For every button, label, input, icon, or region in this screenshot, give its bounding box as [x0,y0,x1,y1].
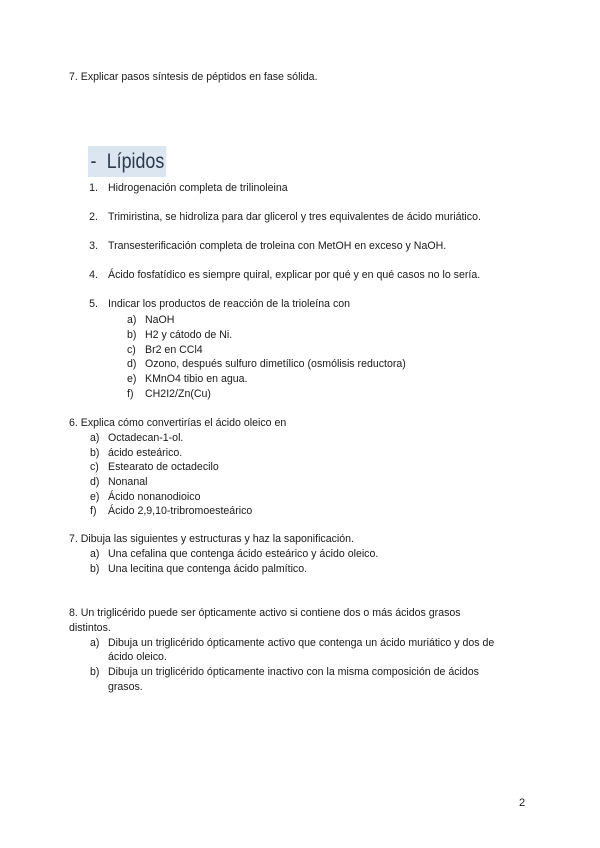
heading-dash: - [90,150,97,173]
item5-sub-e-text: KMnO4 tibio en agua. [145,373,248,385]
q6-item-d-letter: d) [90,476,100,488]
q8-item-a-letter: a) [90,637,100,649]
q6-item-f-text: Ácido 2,9,10-tribromoesteárico [108,505,253,517]
item5-sub-c-text: Br2 en CCl4 [145,344,203,356]
item5-sub-b-text: H2 y cátodo de Ni. [145,329,233,341]
lipids-item-2-number: 2. [89,211,98,223]
q6-item-d-text: Nonanal [108,476,148,488]
item5-sub-f-letter: f) [127,388,134,400]
question-8-title-line1: 8. Un triglicérido puede ser ópticamente activo si contiene dos o más ácidos grasos [69,607,461,619]
item5-sub-b-letter: b) [127,329,137,341]
question-7-solid-phase: 7. Explicar pasos síntesis de péptidos en fase sólida. [69,71,318,83]
lipids-item-3-number: 3. [89,240,98,252]
lipids-item-1-number: 1. [89,182,98,194]
question-7-draw-title: 7. Dibuja las siguientes y estructuras y haz la saponificación. [69,533,355,545]
question-6-title: 6. Explica cómo convertirías el ácido oleico en [69,417,287,429]
section-heading-lipids [88,146,166,177]
q6-item-b-letter: b) [90,447,100,459]
q6-item-a-letter: a) [90,432,100,444]
q7-item-b-text: Una lecitina que contenga ácido palmítico. [108,563,308,575]
lipids-item-1-text: Hidrogenación completa de trilinoleina [108,182,288,194]
q8-item-b-line1: Dibuja un triglicérido ópticamente inactivo con la misma composición de ácidos [108,666,479,678]
q6-item-f-letter: f) [90,505,97,517]
q6-item-b-text: ácido esteárico. [108,447,183,459]
q8-item-b-letter: b) [90,666,100,678]
lipids-item-4-number: 4. [89,269,98,281]
page-number: 2 [519,797,526,809]
q7-item-a-letter: a) [90,548,100,560]
q6-item-a-text: Octadecan-1-ol. [108,432,184,444]
q8-item-a-line2: ácido oleico. [108,651,167,663]
q6-item-e-text: Ácido nonanodioico [108,491,201,503]
lipids-item-4-text: Ácido fosfatídico es siempre quiral, explicar por qué y en qué casos no lo sería. [108,269,481,281]
lipids-item-2-text: Trimiristina, se hidroliza para dar glicerol y tres equivalentes de ácido muriático. [108,211,481,223]
item5-sub-a-letter: a) [127,314,137,326]
q6-item-e-letter: e) [90,491,100,503]
q6-item-c-text: Estearato de octadecilo [108,461,219,473]
q8-item-a-line1: Dibuja un triglicérido ópticamente activo que contenga un ácido muriático y dos de [108,637,495,649]
question-8-title-line2: distintos. [69,622,111,634]
lipids-item-3-text: Transesterificación completa de troleina con MetOH en exceso y NaOH. [108,240,447,252]
q8-item-b-line2: grasos. [108,681,143,693]
item5-sub-e-letter: e) [127,373,137,385]
item5-sub-a-text: NaOH [145,314,175,326]
q6-item-c-letter: c) [90,461,99,473]
lipids-item-5-number: 5. [89,298,98,310]
item5-sub-f-text: CH2I2/Zn(Cu) [145,388,211,400]
item5-sub-d-text: Ozono, después sulfuro dimetílico (osmólisis reductora) [145,358,406,370]
heading-text: Lípidos [106,150,165,173]
q7-item-a-text: Una cefalina que contenga ácido esteárico y ácido oleico. [108,548,379,560]
item5-sub-d-letter: d) [127,358,137,370]
item5-sub-c-letter: c) [127,344,136,356]
q7-item-b-letter: b) [90,563,100,575]
lipids-item-5-text: Indicar los productos de reacción de la trioleína con [108,298,351,310]
